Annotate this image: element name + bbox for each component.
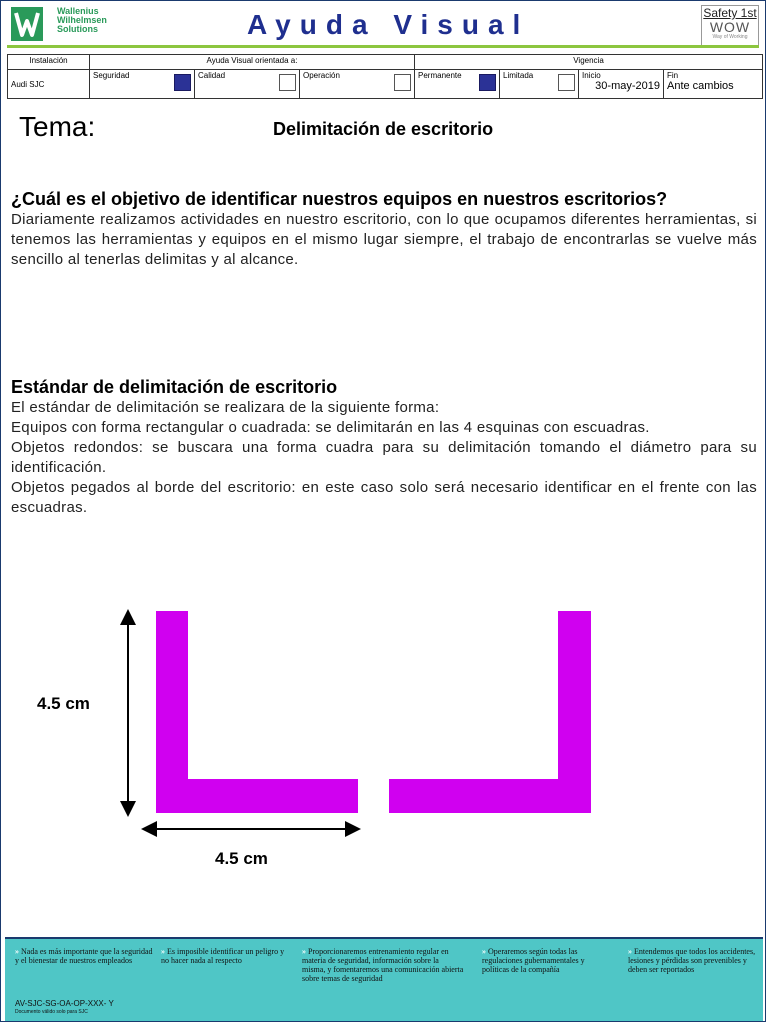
footer-principle: » Nada es más importante que la seguridad y el bienestar de nuestros empleados — [15, 947, 153, 965]
ww-logo-icon — [11, 7, 43, 41]
check-operacion[interactable]: Operación — [300, 70, 415, 99]
document-note: Documento válido solo para SJC — [15, 1009, 88, 1015]
standard-line: Objetos pegados al borde del escritorio: en este caso solo será necesario identificar en el frente con las escuadras. — [11, 479, 757, 516]
safety-footer — [5, 937, 763, 1021]
checkbox-calidad[interactable] — [279, 74, 296, 91]
check-limitada[interactable]: Limitada — [500, 70, 579, 99]
vertical-dimension-label: 4.5 cm — [37, 694, 90, 713]
document-header — [7, 3, 761, 49]
left-corner-tape — [156, 611, 358, 813]
company-name: Wallenius Wilhelmsen Solutions — [57, 6, 107, 34]
tema-row — [19, 111, 759, 145]
check-seguridad[interactable]: Seguridad — [90, 70, 195, 99]
standard-line: Objetos redondos: se buscara una forma cuadra para su delimitación tomando el diámetro para su identificación. — [11, 439, 757, 476]
standard-section — [11, 377, 757, 518]
checkbox-operacion[interactable] — [394, 74, 411, 91]
objective-heading: ¿Cuál es el objetivo de identificar nuestros equipos en nuestros escritorios? — [11, 189, 668, 209]
standard-heading: Estándar de delimitación de escritorio — [11, 377, 338, 397]
corner-diagram-svg — [1, 601, 768, 881]
company-logo — [11, 7, 121, 47]
tema-title: Delimitación de escritorio — [273, 119, 494, 139]
orientada-header: Ayuda Visual orientada a: — [90, 55, 415, 70]
checkbox-limitada[interactable] — [558, 74, 575, 91]
objective-body: Diariamente realizamos actividades en nuestro escritorio, con lo que ocupamos diferentes herramientas, si tenemos las herramientas y equipos en el mismo lugar siempre, el trabajo de encontrarlas se vuelve más sencillo al tenerlas delimitas y al alcance. — [11, 211, 757, 268]
fin-cell: Fin Ante cambios — [664, 70, 763, 99]
footer-principle: » Es imposible identificar un peligro y no hacer nada al respecto — [161, 947, 285, 965]
fin-value: Ante cambios — [667, 80, 734, 92]
footer-principle: » Operaremos según todas las regulaciones gubernamentales y políticas de la compañía — [482, 947, 585, 974]
instalacion-header: Instalación — [8, 55, 90, 70]
checkbox-permanente[interactable] — [479, 74, 496, 91]
standard-line: El estándar de delimitación se realizara de la siguiente forma: — [11, 399, 440, 416]
document-code: AV-SJC-SG-OA-OP-XXX- Y — [15, 999, 114, 1008]
objective-section — [11, 189, 757, 270]
check-calidad[interactable]: Calidad — [195, 70, 300, 99]
instalacion-value: Audi SJC — [8, 70, 90, 99]
horizontal-dimension-label: 4.5 cm — [215, 849, 268, 868]
inicio-value: 30-may-2019 — [595, 80, 660, 92]
check-permanente[interactable]: Permanente — [415, 70, 500, 99]
document-title: Ayuda Visual — [247, 9, 530, 40]
vigencia-header: Vigencia — [415, 55, 763, 70]
inicio-cell: Inicio 30-may-2019 — [579, 70, 664, 99]
corner-diagram — [1, 601, 768, 881]
standard-line: Equipos con forma rectangular o cuadrada: se delimitarán en las 4 esquinas con escuadras. — [11, 419, 650, 436]
checkbox-seguridad[interactable] — [174, 74, 191, 91]
right-corner-tape — [389, 611, 591, 813]
tema-label: Tema: — [19, 111, 96, 142]
footer-principle: » Entendemos que todos los accidentes, lesiones y pérdidas son prevenibles y deben ser reportados — [628, 947, 756, 974]
footer-principle: » Proporcionaremos entrenamiento regular en materia de seguridad, información sobre la misma, y fomentaremos una comunicación abierta sobre temas de seguridad — [302, 947, 464, 983]
safety-first-badge: Safety 1st WOW Way of Working — [701, 5, 759, 47]
info-table — [7, 54, 763, 99]
header-divider — [7, 45, 759, 48]
